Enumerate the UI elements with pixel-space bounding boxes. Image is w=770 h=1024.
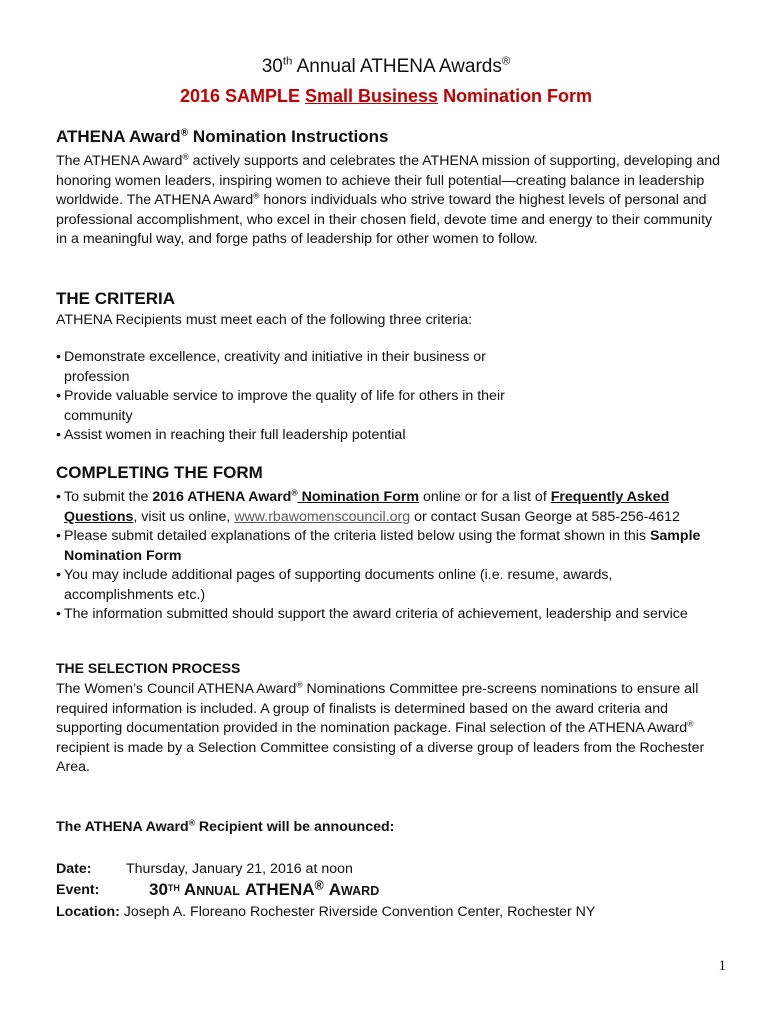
faq-link[interactable]: Frequently Asked Questions [64, 489, 670, 525]
event-name-row [56, 878, 380, 899]
list-item: • Demonstrate excellence, creativity and initiative in their business or profession [56, 348, 526, 387]
registered-mark: ® [253, 190, 260, 201]
registered-mark: ® [501, 55, 511, 68]
event-name [149, 880, 379, 900]
event-name-part: A [328, 880, 342, 899]
announce-text: Recipient will be announced: [194, 819, 395, 835]
registered-mark: ® [687, 718, 694, 729]
subtitle-category: Small Business [305, 86, 439, 106]
criteria-list [56, 348, 526, 446]
event-date-row [56, 861, 353, 877]
registered-mark: ® [296, 679, 303, 690]
para-text: actively supports and celebrates the ATHENA mission of supporting, developing and honoring women leaders, inspiring women to achieve their full potential—creating balance in leadership worldwide. The ATHENA Award [56, 153, 720, 208]
page-title [56, 56, 716, 78]
list-item: • Assist women in reaching their full leadership potential [56, 426, 526, 446]
selection-heading: THE SELECTION PROCESS [56, 660, 241, 676]
item-text: or contact Susan George at 585-256-4612 [410, 508, 680, 525]
page-subtitle [56, 86, 716, 107]
event-label: Event: [56, 882, 100, 898]
para-text: recipient is made by a Selection Committee consisting of a diverse group of leaders from the Rochester Area. [56, 739, 705, 775]
heading-text: ATHENA Award [56, 127, 181, 146]
instructions-heading [56, 127, 388, 147]
list-item [56, 488, 721, 527]
instructions-paragraph [56, 152, 721, 250]
event-name-part: TH [167, 883, 180, 893]
list-item: • The information submitted should support the award criteria of achievement, leadership and service [56, 605, 721, 625]
item-bold: Sample Nomination Form [64, 528, 701, 564]
criteria-heading: THE CRITERIA [56, 289, 175, 308]
announce-text: The ATHENA Award [56, 819, 189, 835]
item-text: , visit us online, [133, 508, 235, 525]
list-item: • You may include additional pages of supporting documents online (i.e. resume, awards, accomplishments etc.) [56, 566, 721, 605]
para-text: The ATHENA Award [56, 153, 183, 169]
event-name-part: ATHENA [244, 880, 315, 899]
date-label: Date: [56, 861, 92, 877]
nomination-form-link[interactable]: Nomination Form [297, 489, 420, 505]
item-text: online or for a list of [419, 489, 551, 505]
announcement-line [56, 819, 394, 835]
location-label: Location: [56, 904, 120, 920]
item-text: Please submit detailed explanations of the criteria listed below using the format shown in this [64, 528, 650, 544]
event-name-part: 30 [149, 880, 168, 899]
para-text: The Women’s Council ATHENA Award [56, 681, 297, 697]
registered-mark: ® [182, 151, 189, 162]
subtitle-part: 2016 SAMPLE [179, 86, 305, 106]
para-text: honors individuals who strive toward the highest levels of personal and professional accomplishment, who excel in their chosen field, devote time and energy to their community in a meaningful way, and forge paths of leadership for other women to follow. [56, 192, 713, 247]
location-value: Joseph A. Floreano Rochester Riverside Convention Center, Rochester NY [123, 904, 596, 920]
item-text: To submit the [64, 489, 153, 505]
completing-list [56, 488, 721, 625]
heading-text: Nomination Instructions [188, 127, 389, 146]
registered-mark: ® [314, 878, 324, 893]
title-text: Annual ATHENA Awards [292, 56, 502, 77]
registered-mark: ® [188, 817, 195, 828]
list-item [56, 527, 721, 566]
website-link[interactable]: www.rbawomenscouncil.org [234, 508, 411, 525]
event-name-part: NNUAL [196, 884, 240, 898]
event-location-row [56, 904, 595, 920]
completing-heading: COMPLETING THE FORM [56, 463, 263, 482]
event-name-part: WARD [341, 884, 380, 898]
registered-mark: ® [291, 487, 298, 498]
page-number: 1 [718, 958, 726, 974]
subtitle-part: Nomination Form [438, 86, 593, 106]
item-bold: 2016 ATHENA Award [152, 489, 292, 505]
criteria-intro: ATHENA Recipients must meet each of the following three criteria: [56, 312, 473, 328]
para-text: Nominations Committee pre-screens nominations to ensure all required information is included. A group of finalists is determined based on the award criteria and supporting documentation provided in the nomination package. Final selection of the ATHENA Award [56, 681, 699, 736]
list-item: • Provide valuable service to improve the quality of life for others in their community [56, 387, 526, 426]
title-number: 30 [261, 56, 283, 77]
selection-paragraph [56, 680, 721, 778]
event-name-part: A [183, 880, 197, 899]
title-ordinal: th [282, 55, 293, 68]
registered-mark: ® [180, 127, 189, 139]
date-value: Thursday, January 21, 2016 at noon [126, 861, 353, 877]
